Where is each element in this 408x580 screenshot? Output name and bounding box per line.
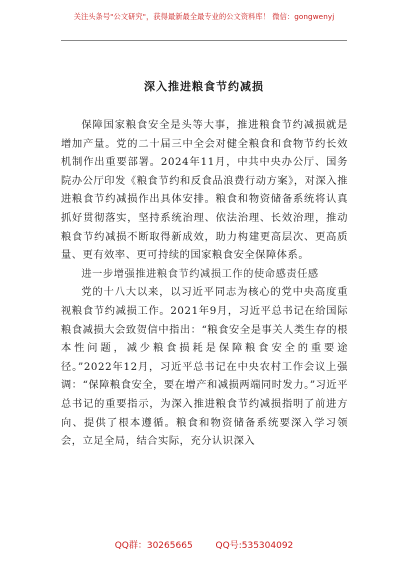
document-body xyxy=(61,117,348,452)
header-divider xyxy=(61,40,347,41)
body-paragraph: 保障国家粮食安全是头等大事，推进粮食节约减损就是增加产量。党的二十届三中全会对健全粮食和食物节约长效机制作出重要部署。2024年11月，中共中央办公厅、国务院办公厅印发《粮食节约和反食品浪费行动方案》，对深入推进粮食节约减损作出具体安排。粮食和物资储备系统将认真抓好贯彻落实，坚持系统治理、依法治理、长效治理，推动粮食节约减损不断取得新成效，助力构建更高层次、更高质量、更有效率、更可持续的国家粮食安全保障体系。 xyxy=(61,120,348,262)
document-title: 深入推进粮食节约减损 xyxy=(144,80,264,93)
header-banner: 关注头条号"公文研究"，获得最新最全最专业的公文资料库！ 微信：gongwenyj xyxy=(73,12,335,21)
body-paragraph: 党的十八大以来，以习近平同志为核心的党中央高度重视粮食节约减损工作。2021年9月，习近平总书记在给国际粮食减损大会致贺信中指出：“粮食安全是事关人类生存的根本性问题，减少粮食损耗是保障粮食安全的重要途径。”2022年12月，习近平总书记在中央农村工作会议上强调：“保障粮食安全，要在增产和减损两端同时发力。”习近平总书记的重要指示，为深入推进粮食节约减损指明了前进方向、提供了根本遵循。粮食和物资储备系统要深入学习领会，立足全局，结合实际，充分认识深入 xyxy=(61,287,348,448)
footer-contact xyxy=(0,538,408,551)
footer-qq-group: QQ群：30265665 xyxy=(114,541,193,551)
section-heading: 进一步增强推进粮食节约减损工作的使命感责任感 xyxy=(81,268,319,280)
footer-qq-number: QQ号:535304092 xyxy=(215,541,294,551)
